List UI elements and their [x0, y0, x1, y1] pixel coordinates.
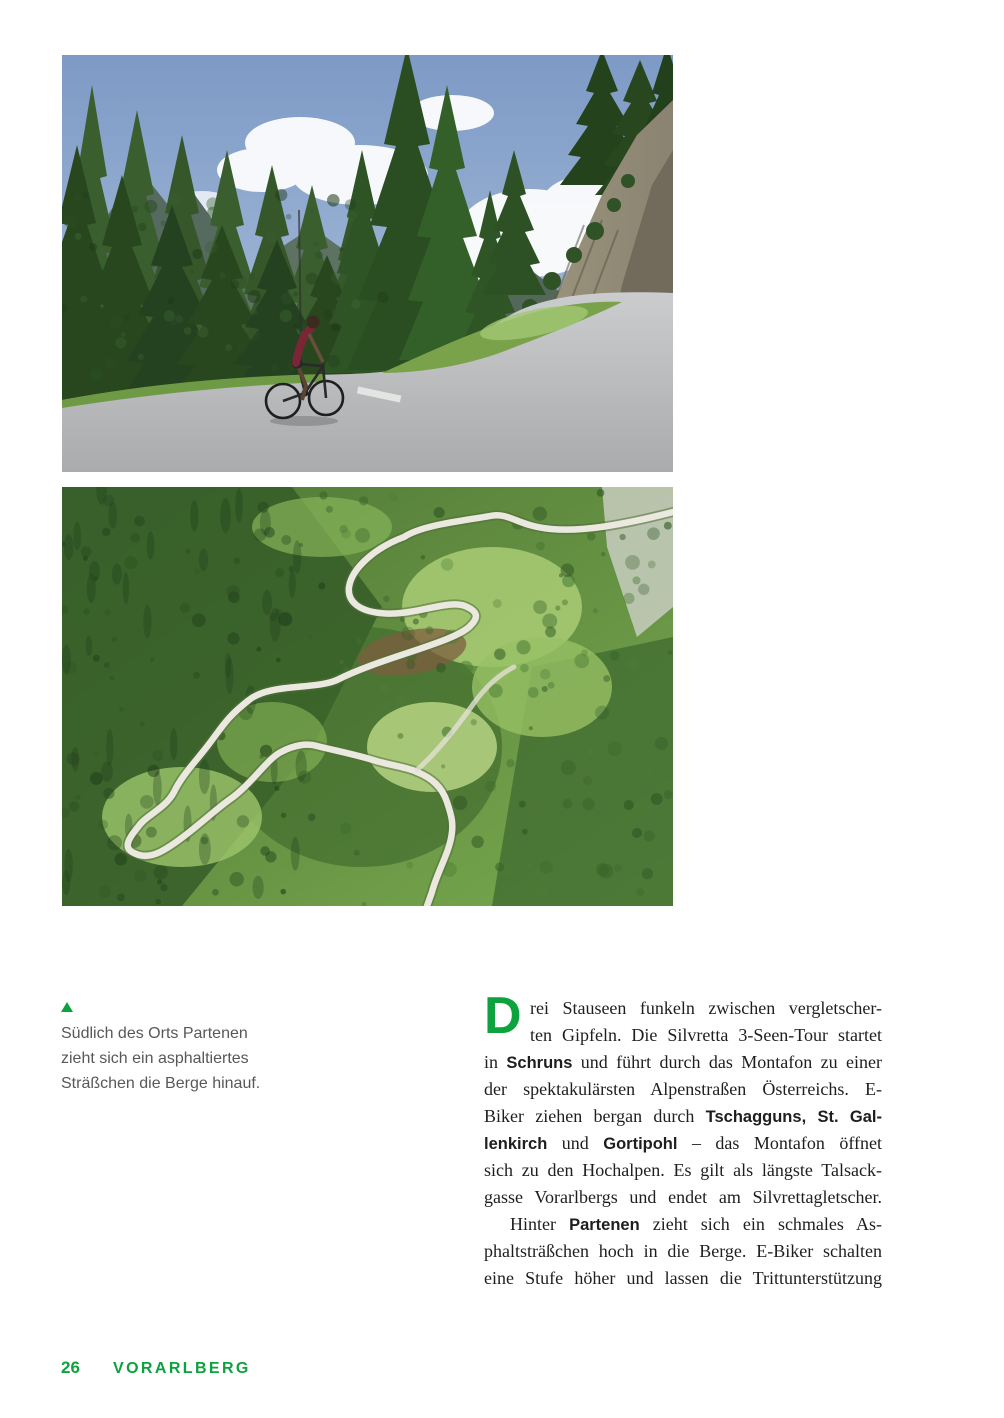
body-text: eine Stufe höher und lassen die Trittunterstützung — [484, 1268, 882, 1288]
body-text: phaltsträßchen hoch in die Berge. E-Biker schalten — [484, 1241, 882, 1261]
body-text: rei Stauseen funkeln zwischen vergletscher- — [530, 998, 882, 1018]
photo-caption — [61, 1002, 341, 1096]
cyclist-head — [307, 316, 320, 329]
page-footer — [61, 1358, 251, 1378]
dropcap: D — [484, 987, 522, 1045]
body-text: ten Gipfeln. Die Silvretta 3-Seen-Tour startet — [530, 1025, 882, 1045]
body-text: der spektakulärsten Alpenstraßen Österreichs. E- — [484, 1079, 882, 1099]
body-text-line — [484, 1103, 882, 1130]
body-text-line — [484, 1184, 882, 1211]
body-text-line — [484, 1049, 882, 1076]
cyclist-photo-illustration — [62, 55, 673, 472]
body-text: in — [484, 1052, 507, 1072]
place-name-bold: Partenen — [569, 1216, 640, 1234]
body-text: Hinter — [510, 1214, 570, 1234]
place-name-bold: Gortipohl — [603, 1135, 678, 1153]
photo-aerial-serpentine-road — [62, 487, 673, 906]
place-name-bold: Tschagguns, St. Gal- — [705, 1108, 882, 1126]
body-text-line — [484, 1211, 882, 1238]
article-lines — [484, 987, 882, 1292]
body-text: und führt durch das Montafon zu einer — [572, 1052, 882, 1072]
caption-text — [61, 1021, 341, 1096]
caption-line: Sträßchen die Berge hinauf. — [61, 1075, 261, 1092]
serpentine-photo-illustration — [62, 487, 673, 906]
body-text-line — [484, 1130, 882, 1157]
caption-line: Südlich des Orts Partenen — [61, 1025, 248, 1042]
body-text: gasse Vorarlbergs und endet am Silvrettagletscher. — [484, 1187, 882, 1207]
body-text-line — [484, 1157, 882, 1184]
section-title: VORARLBERG — [113, 1360, 251, 1377]
article-text — [484, 987, 882, 1292]
body-text-line — [484, 1238, 882, 1265]
photo-cyclist-alpine-road — [62, 55, 673, 472]
body-text: zieht sich ein schmales As- — [639, 1214, 882, 1234]
body-text-line — [484, 995, 882, 1022]
place-name-bold: lenkirch — [484, 1135, 548, 1153]
body-text: und — [547, 1133, 604, 1153]
place-name-bold: Schruns — [506, 1054, 573, 1072]
body-text: – das Montafon öffnet — [677, 1133, 882, 1153]
body-text-line — [484, 1076, 882, 1103]
body-text-line — [484, 1265, 882, 1292]
page-number: 26 — [61, 1358, 80, 1377]
caption-triangle-icon — [61, 1002, 73, 1012]
body-text: Biker ziehen bergan durch — [484, 1106, 706, 1126]
body-text-line — [484, 1022, 882, 1049]
caption-line: zieht sich ein asphaltiertes — [61, 1050, 249, 1067]
body-text: sich zu den Hochalpen. Es gilt als längste Talsack- — [484, 1160, 882, 1180]
